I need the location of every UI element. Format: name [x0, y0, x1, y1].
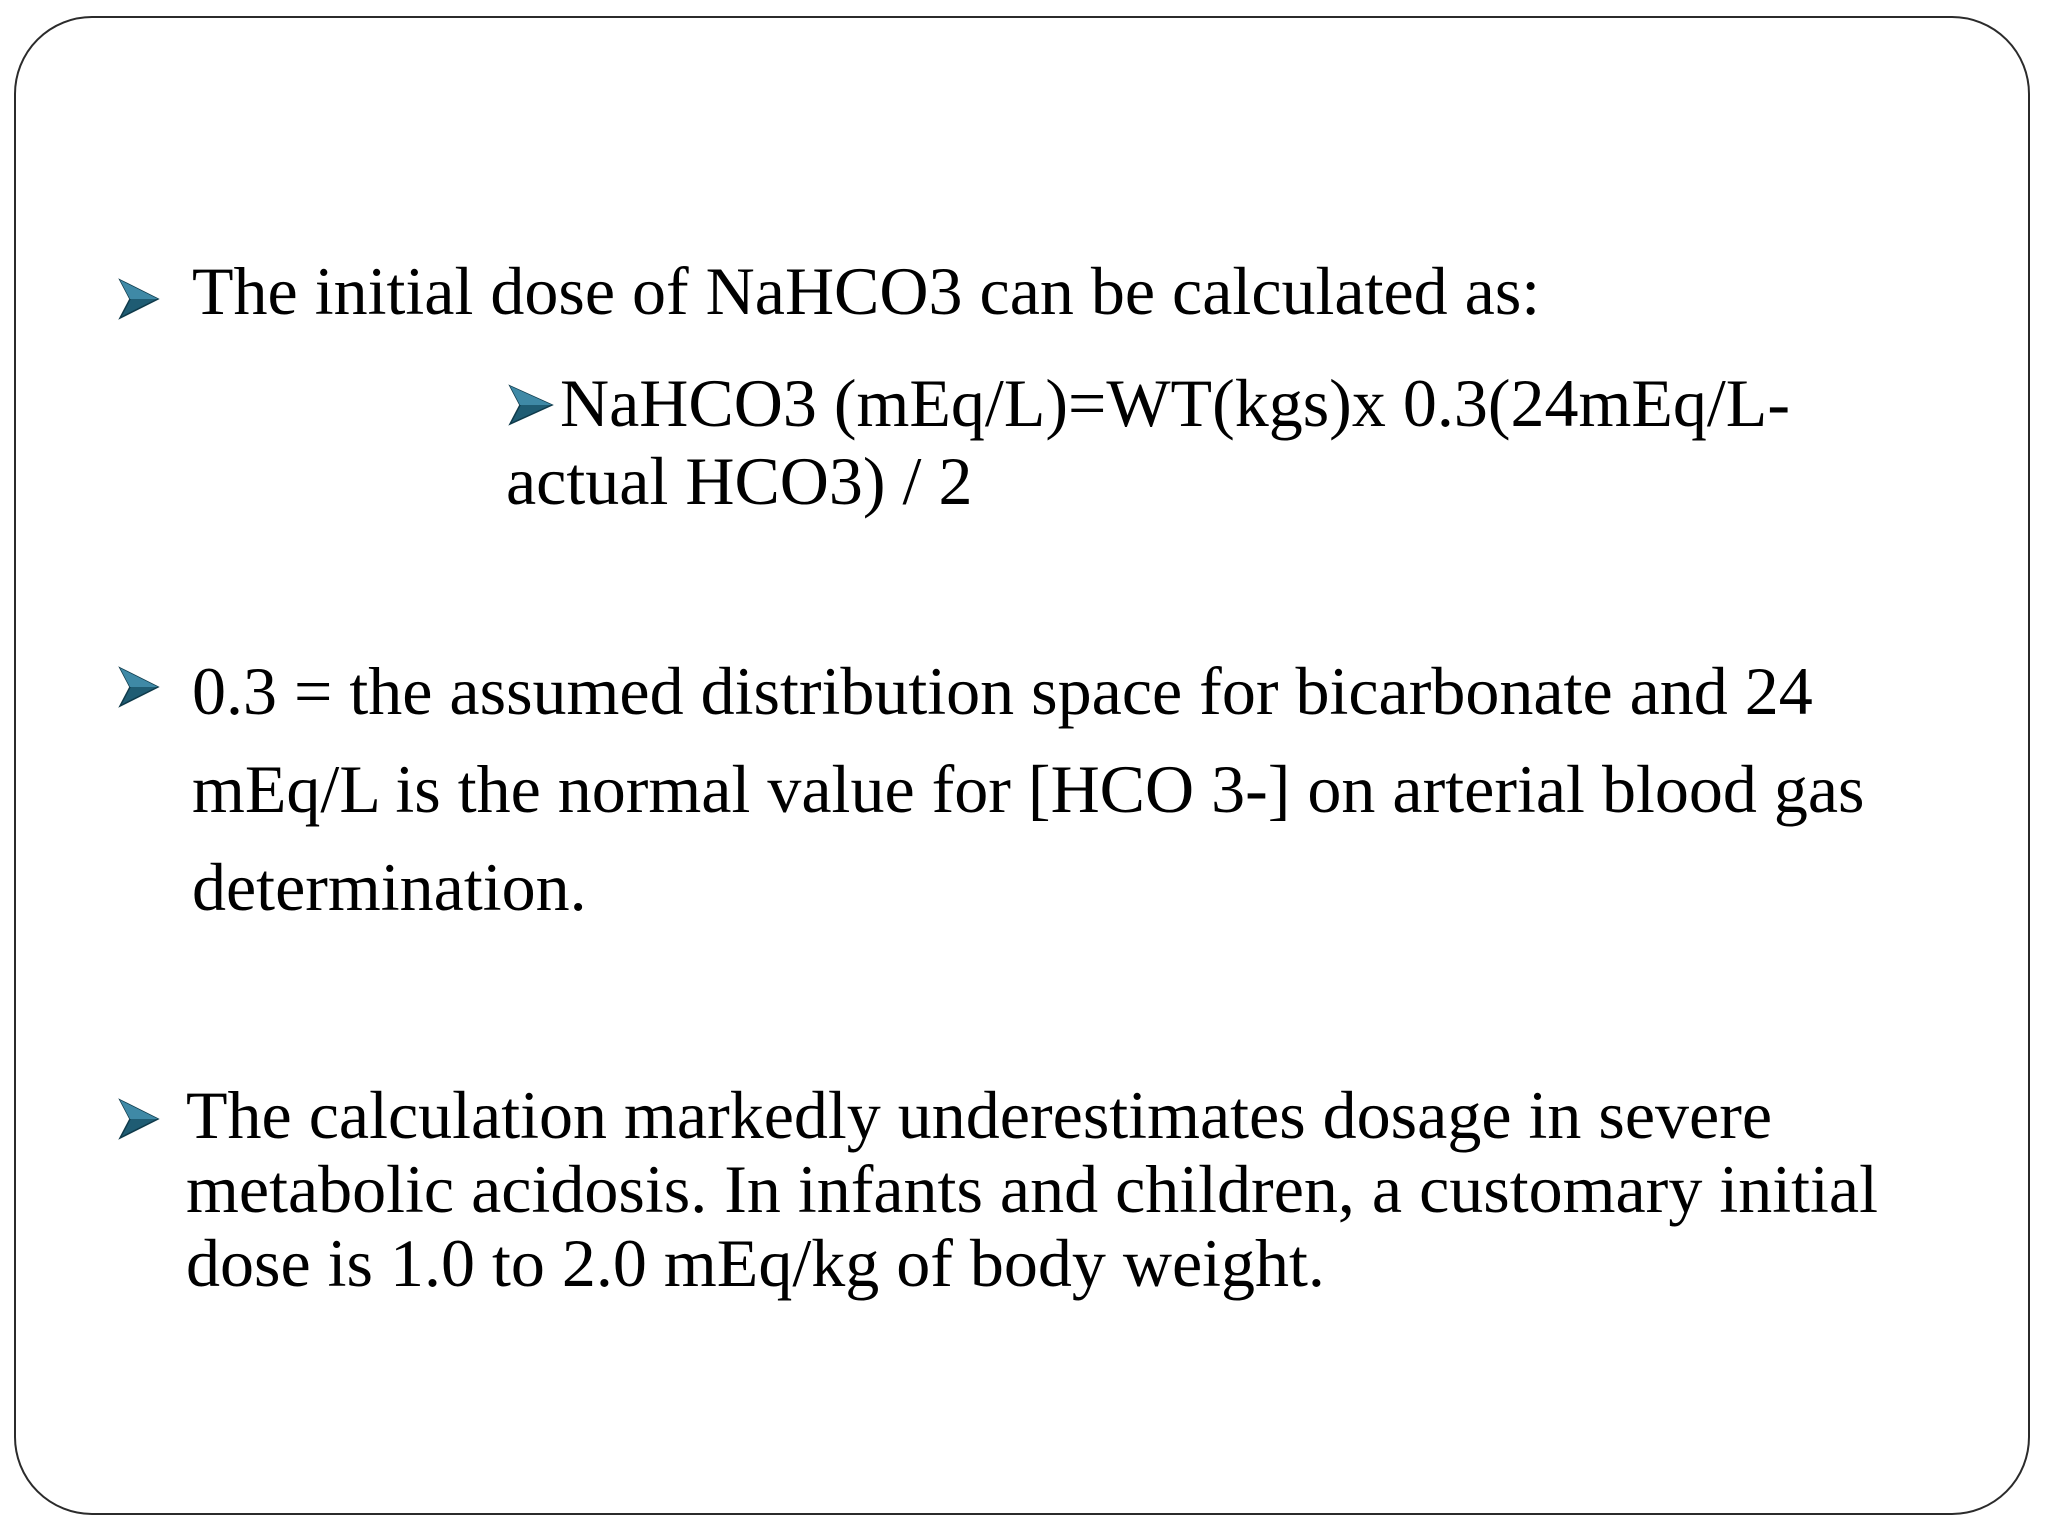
bullet-3-line-3: dose is 1.0 to 2.0 mEq/kg of body weight. [186, 1225, 1325, 1301]
arrow-bullet-icon [116, 276, 162, 322]
formula-line-2: actual HCO3) / 2 [506, 443, 973, 519]
bullet-2-text [192, 642, 1864, 936]
slide-frame [14, 16, 2030, 1515]
arrow-bullet-icon [506, 382, 556, 428]
bullet-3-line-2: metabolic acidosis. In infants and children, a customary initial [186, 1151, 1878, 1227]
bullet-3-text [186, 1078, 1878, 1300]
bullet-2-line-1: 0.3 = the assumed distribution space for bicarbonate and 24 [192, 653, 1813, 729]
bullet-2-line-2: mEq/L is the normal value for [HCO 3-] on arterial blood gas [192, 751, 1865, 827]
bullet-3-line-1: The calculation markedly underestimates dosage in severe [186, 1077, 1773, 1153]
arrow-bullet-icon [116, 664, 162, 710]
formula-line-1: NaHCO3 (mEq/L)=WT(kgs)x 0.3(24mEq/L- [560, 365, 1790, 441]
bullet-2-line-3: determination. [192, 849, 587, 925]
bullet-1-text: The initial dose of NaHCO3 can be calculated as: [192, 253, 1541, 329]
arrow-bullet-icon [116, 1096, 162, 1142]
sub-bullet-formula [506, 364, 1790, 520]
